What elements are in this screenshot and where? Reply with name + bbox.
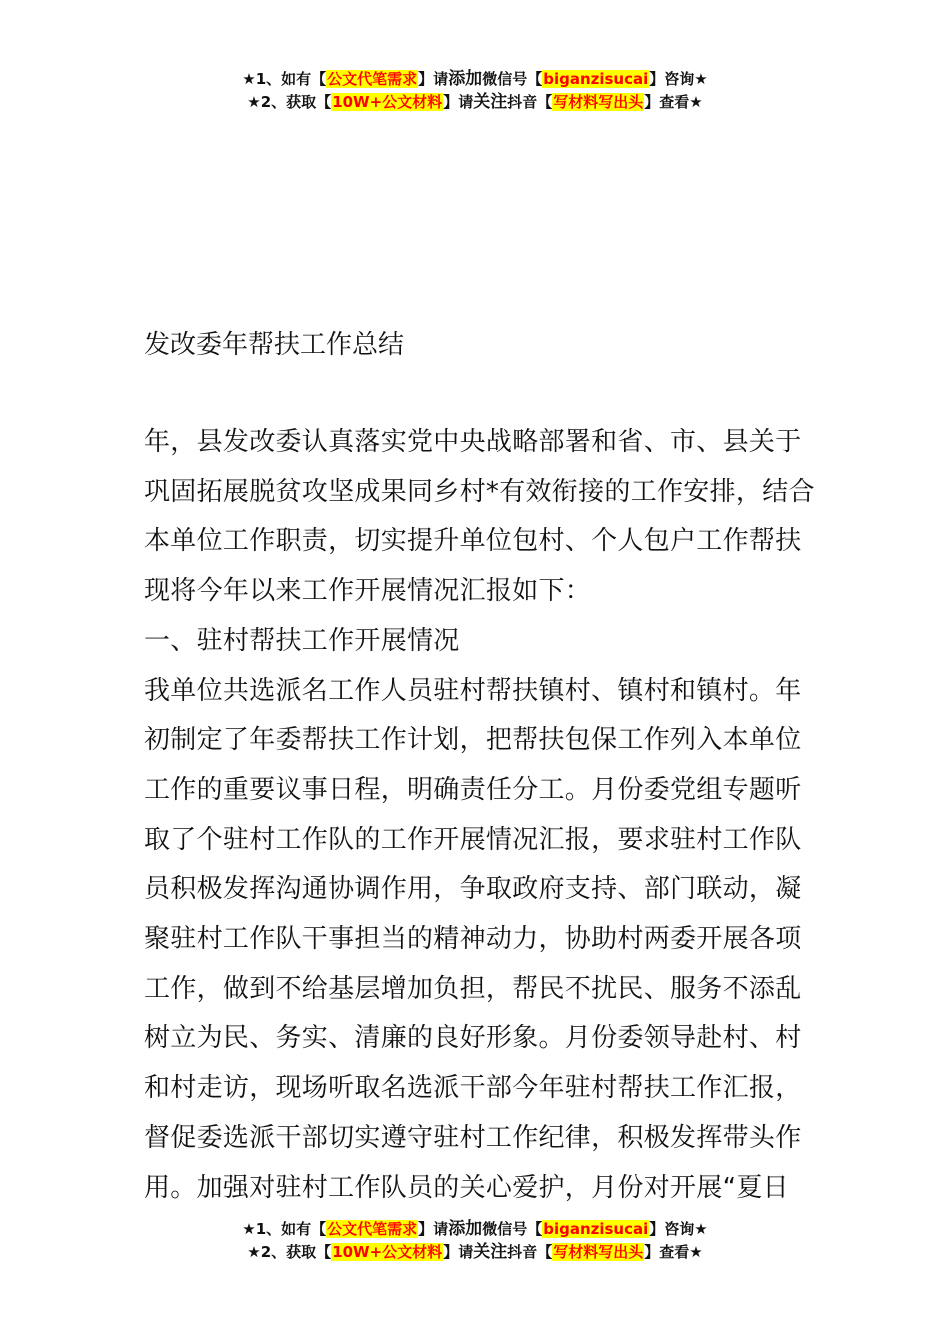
- banner-highlight: biganzisucai: [543, 1220, 649, 1238]
- body-line: 巩固拓展脱贫攻坚成果同乡村*有效衔接的工作安排，结合: [144, 476, 815, 507]
- banner-text: 】请: [418, 1220, 449, 1238]
- banner-text: ★1、如有【: [242, 70, 327, 88]
- banner-text: 】请: [443, 1243, 474, 1261]
- banner-line-2: [0, 91, 950, 114]
- banner-text: 微信号【: [482, 1220, 543, 1238]
- body-line: 工作的重要议事日程，明确责任分工。月份委党组专题听: [144, 774, 802, 805]
- banner-line-2: [0, 1241, 950, 1264]
- banner-text: 】请: [443, 93, 474, 111]
- body-line: 现将今年以来工作开展情况汇报如下：: [144, 576, 592, 607]
- banner-text: 微信号【: [482, 70, 543, 88]
- body-line: 取了个驻村工作队的工作开展情况汇报，要求驻村工作队: [144, 824, 802, 855]
- banner-text: 】请: [418, 70, 449, 88]
- banner-line-1: [0, 68, 950, 91]
- banner-text: 】咨询★: [649, 1220, 708, 1238]
- banner-emphasis: 添加: [448, 69, 483, 89]
- banner-emphasis: 关注: [473, 92, 508, 112]
- body-line: 工作，做到不给基层增加负担，帮民不扰民、服务不添乱: [144, 973, 802, 1004]
- banner-text: 抖音【: [507, 93, 553, 111]
- banner-emphasis: 关注: [473, 1242, 508, 1262]
- body-line: 员积极发挥沟通协调作用，争取政府支持、部门联动，凝: [144, 874, 802, 905]
- banner-highlight: 10W+公文材料: [332, 1243, 443, 1261]
- document-body: [144, 418, 814, 1213]
- banner-highlight: 10W+公文材料: [332, 93, 443, 111]
- body-line: 用。加强对驻村工作队员的关心爱护，月份对开展“夏日: [144, 1172, 789, 1203]
- banner-text: ★2、获取【: [247, 93, 332, 111]
- body-line: 本单位工作职责，切实提升单位包村、个人包户工作帮扶: [144, 526, 802, 557]
- banner-text: 】查看★: [644, 93, 703, 111]
- header-banner: [0, 68, 950, 114]
- banner-text: ★1、如有【: [242, 1220, 327, 1238]
- banner-emphasis: 添加: [448, 1219, 483, 1239]
- body-line: 和村走访，现场听取名选派干部今年驻村帮扶工作汇报，: [144, 1073, 802, 1104]
- body-line: 督促委选派干部切实遵守驻村工作纪律，积极发挥带头作: [144, 1122, 802, 1153]
- banner-highlight: biganzisucai: [543, 70, 649, 88]
- banner-highlight: 公文代笔需求: [327, 1220, 418, 1238]
- body-line: 我单位共选派名工作人员驻村帮扶镇村、镇村和镇村。年: [144, 675, 802, 706]
- banner-text: 抖音【: [507, 1243, 553, 1261]
- banner-highlight: 写材料写出头: [553, 1243, 644, 1261]
- body-line: 聚驻村工作队干事担当的精神动力，协助村两委开展各项: [144, 924, 802, 955]
- document-title: 发改委年帮扶工作总结: [144, 330, 405, 360]
- banner-highlight: 公文代笔需求: [327, 70, 418, 88]
- banner-text: 】咨询★: [649, 70, 708, 88]
- body-line: 树立为民、务实、清廉的良好形象。月份委领导赴村、村: [144, 1023, 802, 1054]
- banner-highlight: 写材料写出头: [553, 93, 644, 111]
- banner-text: ★2、获取【: [247, 1243, 332, 1261]
- body-line: 年，县发改委认真落实党中央战略部署和省、市、县关于: [144, 427, 802, 457]
- banner-line-1: [0, 1218, 950, 1241]
- banner-text: 】查看★: [644, 1243, 703, 1261]
- section-heading: 一、驻村帮扶工作开展情况: [144, 625, 460, 656]
- footer-banner: [0, 1218, 950, 1264]
- body-line: 初制定了年委帮扶工作计划，把帮扶包保工作列入本单位: [144, 725, 802, 756]
